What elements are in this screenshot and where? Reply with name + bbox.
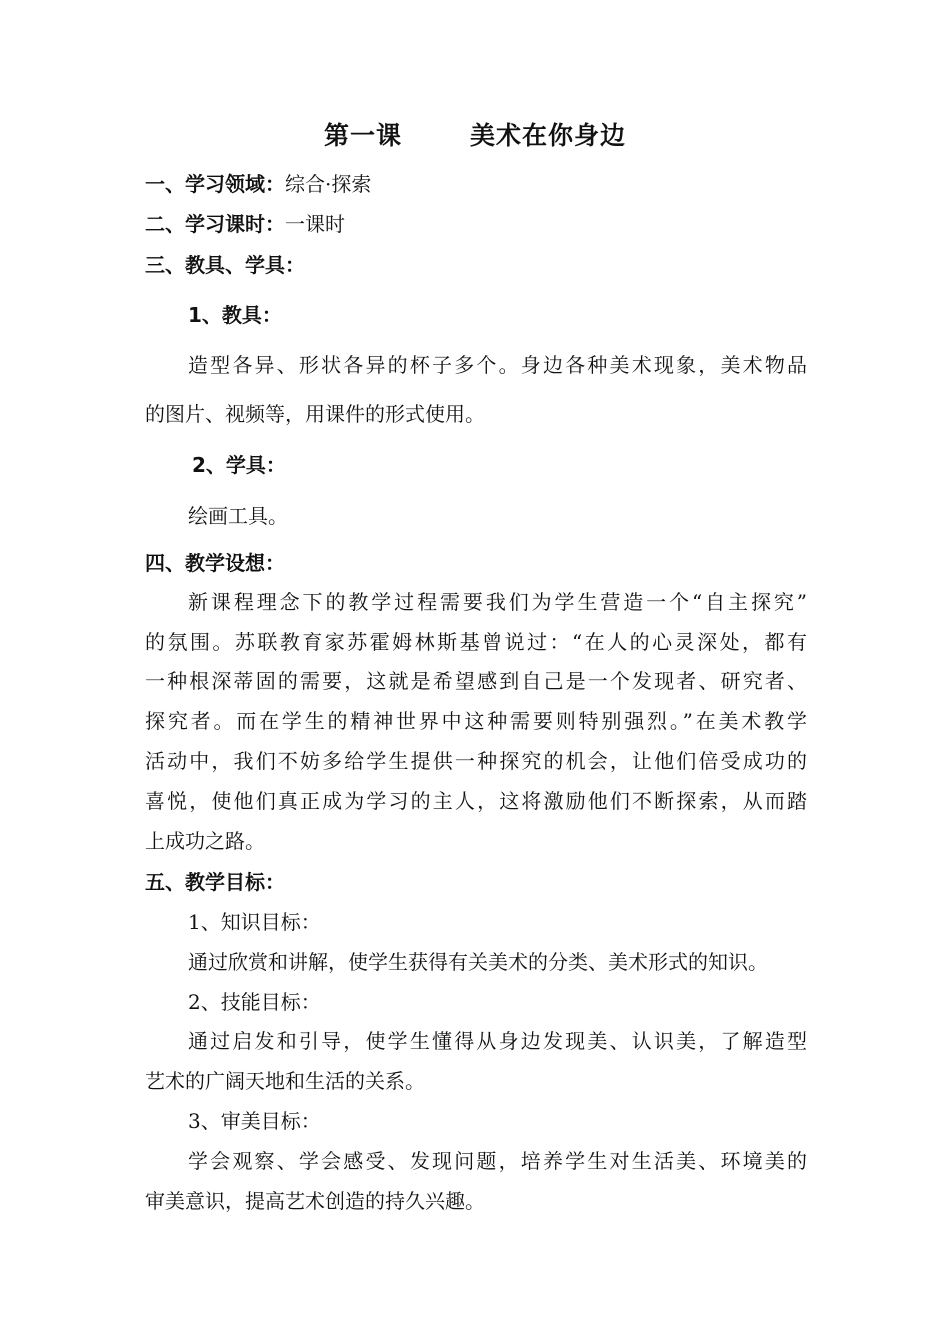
section-value: 一课时 — [285, 212, 345, 236]
paragraph-line: 活动中，我们不妨多给学生提供一种探究的机会，让他们倍受成功的 — [145, 749, 807, 773]
goal-knowledge-label: 1、知识目标： — [188, 910, 321, 934]
goal-skill-label: 2、技能目标： — [188, 990, 321, 1014]
section-teaching-concept-heading: 四、教学设想： — [145, 551, 285, 575]
section-teaching-aids-heading: 三、教具、学具： — [145, 253, 305, 277]
subheading-student-tools: 2、学具： — [192, 453, 286, 477]
paragraph-line: 探究者。而在学生的精神世界中这种需要则特别强烈。”在美术教学 — [145, 709, 807, 733]
subheading-teacher-aids: 1、教具： — [188, 303, 282, 327]
paragraph-line: 上成功之路。 — [145, 829, 265, 853]
paragraph-line: 新课程理念下的教学过程需要我们为学生营造一个“自主探究” — [188, 590, 807, 614]
paragraph-line: 通过启发和引导，使学生懂得从身边发现美、认识美，了解造型 — [188, 1029, 807, 1053]
section-class-hours — [145, 211, 345, 237]
paragraph-line: 喜悦，使他们真正成为学习的主人，这将激励他们不断探索，从而踏 — [145, 789, 807, 813]
page-title: 第一课 美术在你身边 — [324, 121, 626, 150]
goal-aesthetic-label: 3、审美目标： — [188, 1109, 321, 1133]
section-value: 综合·探索 — [285, 172, 372, 196]
section-label: 一、学习领域： — [145, 172, 285, 196]
paragraph-line: 的氛围。苏联教育家苏霍姆林斯基曾说过：“在人的心灵深处，都有 — [145, 630, 807, 654]
paragraph-line: 学会观察、学会感受、发现问题，培养学生对生活美、环境美的 — [188, 1149, 807, 1173]
paragraph-line: 绘画工具。 — [188, 504, 288, 528]
paragraph-line: 一种根深蒂固的需要，这就是希望感到自己是一个发现者、研究者、 — [145, 669, 807, 693]
paragraph-line: 通过欣赏和讲解，使学生获得有关美术的分类、美术形式的知识。 — [188, 950, 768, 974]
paragraph-line: 的图片、视频等，用课件的形式使用。 — [145, 402, 485, 426]
paragraph-line: 艺术的广阔天地和生活的关系。 — [145, 1069, 425, 1093]
section-label: 二、学习课时： — [145, 212, 285, 236]
paragraph-line: 造型各异、形状各异的杯子多个。身边各种美术现象，美术物品 — [188, 353, 807, 377]
paragraph-line: 审美意识，提高艺术创造的持久兴趣。 — [145, 1189, 485, 1213]
section-teaching-goals-heading: 五、教学目标： — [145, 870, 285, 894]
section-learning-area — [145, 171, 371, 197]
